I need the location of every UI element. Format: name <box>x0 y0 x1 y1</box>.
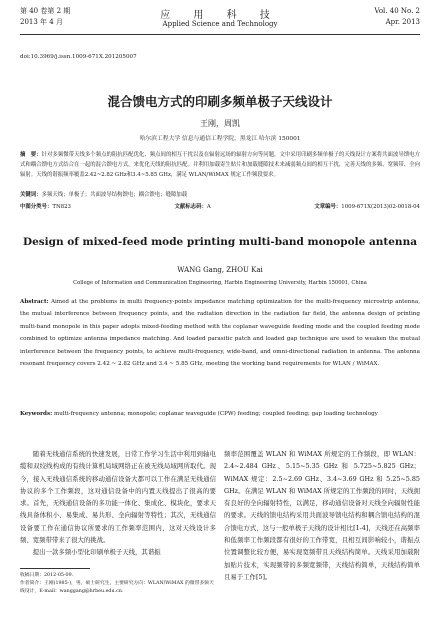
abstract-zh-label: 摘 要： <box>20 152 42 158</box>
keywords-zh-text: 多频天线；单极子；共面波导结构馈电；耦合馈电；缝隙加载 <box>41 192 188 198</box>
journal-name-zh: 应 用 科 技 <box>160 10 280 21</box>
date-en: Apr. 2013 <box>385 18 420 26</box>
affiliation-en: College of Information and Communication Engineering, Harbin Engineering University, Harbin 150001, China <box>73 280 367 286</box>
authors-en: WANG Gang, ZHOU Kai <box>177 266 263 274</box>
abstract-zh-text: 针对多频微带天线多个频点的阻抗匹配优化、频点间的相互干扰以及在辐射远场的辐射方向等问题，文中采用印刷多频单极子的天线设计方案将共面波导馈电方式和耦合馈电方式结合在一起的混合馈电方式，来优化天线的阻抗匹配。并利用加载寄生贴片和加载缝隙技术来减弱频点间的相互干扰，完善天线的多频、宽频带、全向辐射。天线的谐振频率覆盖2.42~2.82 GHz和3.4~5.85 GHz，满足 WLAN/WiMAX 规定工作频段要求。 <box>20 152 420 179</box>
document-code <box>175 202 211 210</box>
authors-zh: 王刚，周凯 <box>200 119 240 128</box>
body-paragraph: 提出一款多频小型化印刷单极子天线，其谐振 <box>32 548 161 557</box>
article-no-value: 1009-671X(2013)02-0018-04 <box>341 204 420 210</box>
body-paragraph: 频率范围覆盖 WLAN 和 WiMAX 所规定的工作频段，即 WLAN：2.4~2.484 GHz、5.15~5.35 GHz 和 5.725~5.825 GHz；WiMAX 规定：2.5~2.69 GHz、3.4~3.69 GHz 和 5.25~5.85 GHz。在满足 WLAN 和 WiMAX 所规定的工作频段的同时，天线拥有良好的全向辐射特性，以满足，移动通信设备对天线全向辐射性能的要求。天线的馈电结构采用共面波导馈电结构和耦合馈电结构的混合馈电方式，这与一般单极子天线的设计相比[1-4]，天线还在高频率和低频率工作频段都有很好的工作带宽，且相互间影响较小，谐振点位置调整比较方便，易实现宽频带且天线结构简单。天线采用加载附加贴片技术，实现频带的多频宽频带，天线结构简单，天线结构简单且易于工作[5]。 <box>224 450 420 581</box>
journal-header <box>20 6 420 38</box>
abstract-en-label: Abstract: <box>20 299 49 305</box>
clc-value: TN823 <box>52 204 71 210</box>
abstract-en <box>20 296 420 370</box>
clc-number <box>20 202 71 210</box>
keywords-en-label: Keywords: <box>20 411 53 417</box>
abstract-en-text: Aimed at the problems in multi frequency-points impedance matching optimization for the multi-frequency microstrip antenna, the mutual interference between frequency points, and the radiation direction in the radiation far field, the antenna design of printing multi-band monopole in this paper adopts mixed-feeding method with the coplanar waveguide feeding mode and the coupled feeding mode combined to optimize antenna impedance matching. And loaded parasitic patch and loaded gap technique are used to weaken the mutual interference between the frequency points, to achieve multi-frequency, wide-band, and omni-directional radiation in antenna. The antenna resonant frequency covers 2.42 ~ 2.82 GHz and 3.4 ~ 5.85 GHz, meeting the working band requirements for WLAN / WiMAX. <box>20 299 420 368</box>
keywords-zh <box>20 190 420 198</box>
keywords-en <box>20 408 420 420</box>
volume-issue-en: Vol. 40 No. 2 <box>374 7 420 15</box>
body-right-column <box>224 448 420 583</box>
author-info: 作者简介：王刚(1985-)，男，硕士研究生，主要研究方向：WLAN/WiMAX 的微带多频天线设计，E-mail：wanggang@hrbeu.edu.cn. <box>20 581 214 594</box>
title-zh: 混合馈电方式的印刷多频单极子天线设计 <box>107 94 333 109</box>
affiliation-zh: 哈尔滨工程大学 信息与通信工程学院，黑龙江 哈尔滨 150001 <box>139 136 301 142</box>
journal-name-en: Applied Science and Technology <box>162 20 278 28</box>
classification-row <box>20 202 420 210</box>
clc-label: 中图分类号： <box>20 204 53 210</box>
article-no-label: 文章编号： <box>314 204 342 210</box>
keywords-zh-label: 关键词： <box>20 192 42 198</box>
doi-line: doi:10.3969/j.issn.1009-671X.201205007 <box>20 54 137 60</box>
received-date: 收稿日期：2012-05-09. <box>20 573 74 578</box>
body-left-column <box>20 448 216 559</box>
volume-issue-zh: 第 40 卷第 2 期 <box>20 7 71 15</box>
date-zh: 2013 年 4 月 <box>20 18 63 26</box>
header-rule <box>20 34 420 35</box>
body-paragraph: 随着无线通信系统的快速发展，日常工作学习生活中利用到轴电缆和双绞线构成的有线计算机局域网络正在被无线局域网所取代。现今，接入无线通信系统的移动通信设备大都可以工作在满足无线通信协议的多个工作频段，这对通信设备中的内置天线提出了很高的要求。首先，无线通信设备的多功能一体化、集成化、模块化，要求天线具备体积小、易集成、易共形、全向辐射等特性；其次，无线通信设备要工作在通信协议所要求的工作频率范围内，这对天线设计多频、宽频带带来了很大的挑战。 <box>20 450 216 545</box>
article-number <box>314 202 420 210</box>
doc-code-value: A <box>206 204 211 210</box>
abstract-zh <box>20 150 420 181</box>
keywords-en-text: multi-frequency antenna; monopole; coplanar waveguide (CPW) feeding; coupled feeding; gap loading technology <box>53 411 378 417</box>
doc-code-label: 文献标志码： <box>174 204 207 210</box>
title-en: Design of mixed-feed mode printing multi-band monopole antenna <box>22 236 418 248</box>
footnote <box>20 572 216 596</box>
footnote-rule <box>20 568 90 569</box>
